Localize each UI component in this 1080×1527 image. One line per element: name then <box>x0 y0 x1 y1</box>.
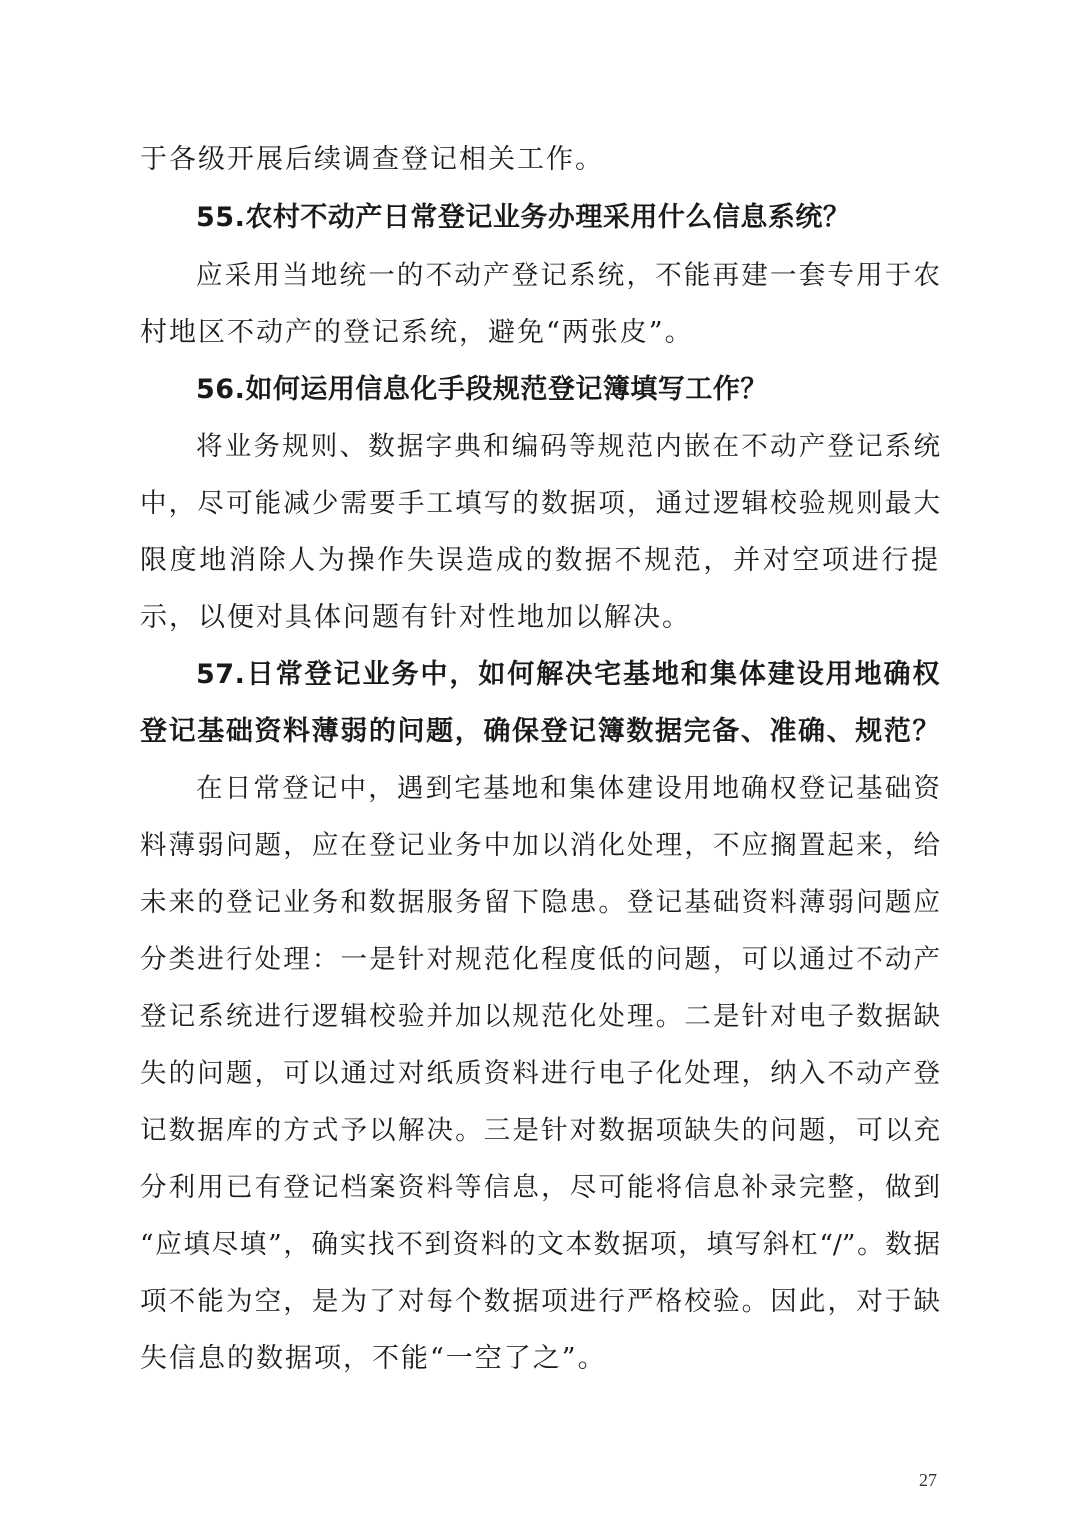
body-line: 中，尽可能减少需要手工填写的数据项，通过逻辑校验规则最大 <box>140 488 940 519</box>
body-line: 于各级开展后续调查登记相关工作。 <box>140 144 604 175</box>
body-line: 分类进行处理：一是针对规范化程度低的问题，可以通过不动产 <box>140 944 940 975</box>
body-line: 在日常登记中，遇到宅基地和集体建设用地确权登记基础资 <box>196 773 940 804</box>
body-line: 登记系统进行逻辑校验并加以规范化处理。二是针对电子数据缺 <box>140 1001 940 1032</box>
body-line: 料薄弱问题，应在登记业务中加以消化处理，不应搁置起来，给 <box>140 830 940 861</box>
body-line: 应采用当地统一的不动产登记系统，不能再建一套专用于农 <box>196 260 940 291</box>
question-heading-57: 57.日常登记业务中，如何解决宅基地和集体建设用地确权 <box>196 659 940 690</box>
body-line: 项不能为空，是为了对每个数据项进行严格校验。因此，对于缺 <box>140 1286 940 1317</box>
body-line: “应填尽填”，确实找不到资料的文本数据项，填写斜杠“/”。数据 <box>140 1229 940 1260</box>
body-line: 失的问题，可以通过对纸质资料进行电子化处理，纳入不动产登 <box>140 1058 940 1089</box>
body-line: 示，以便对具体问题有针对性地加以解决。 <box>140 602 691 633</box>
question-heading-57-cont: 登记基础资料薄弱的问题，确保登记簿数据完备、准确、规范？ <box>140 716 940 747</box>
body-line: 限度地消除人为操作失误造成的数据不规范，并对空项进行提 <box>140 545 940 576</box>
question-heading-55: 55.农村不动产日常登记业务办理采用什么信息系统？ <box>196 202 851 233</box>
question-heading-56: 56.如何运用信息化手段规范登记簿填写工作？ <box>196 374 768 405</box>
body-line: 记数据库的方式予以解决。三是针对数据项缺失的问题，可以充 <box>140 1115 940 1146</box>
page-number: 27 <box>919 1470 937 1490</box>
body-line: 未来的登记业务和数据服务留下隐患。登记基础资料薄弱问题应 <box>140 887 940 918</box>
body-line: 将业务规则、数据字典和编码等规范内嵌在不动产登记系统 <box>196 431 940 462</box>
body-line: 分利用已有登记档案资料等信息，尽可能将信息补录完整，做到 <box>140 1172 940 1203</box>
body-line: 失信息的数据项，不能“一空了之”。 <box>140 1343 607 1374</box>
body-line: 村地区不动产的登记系统，避免“两张皮”。 <box>140 317 694 348</box>
